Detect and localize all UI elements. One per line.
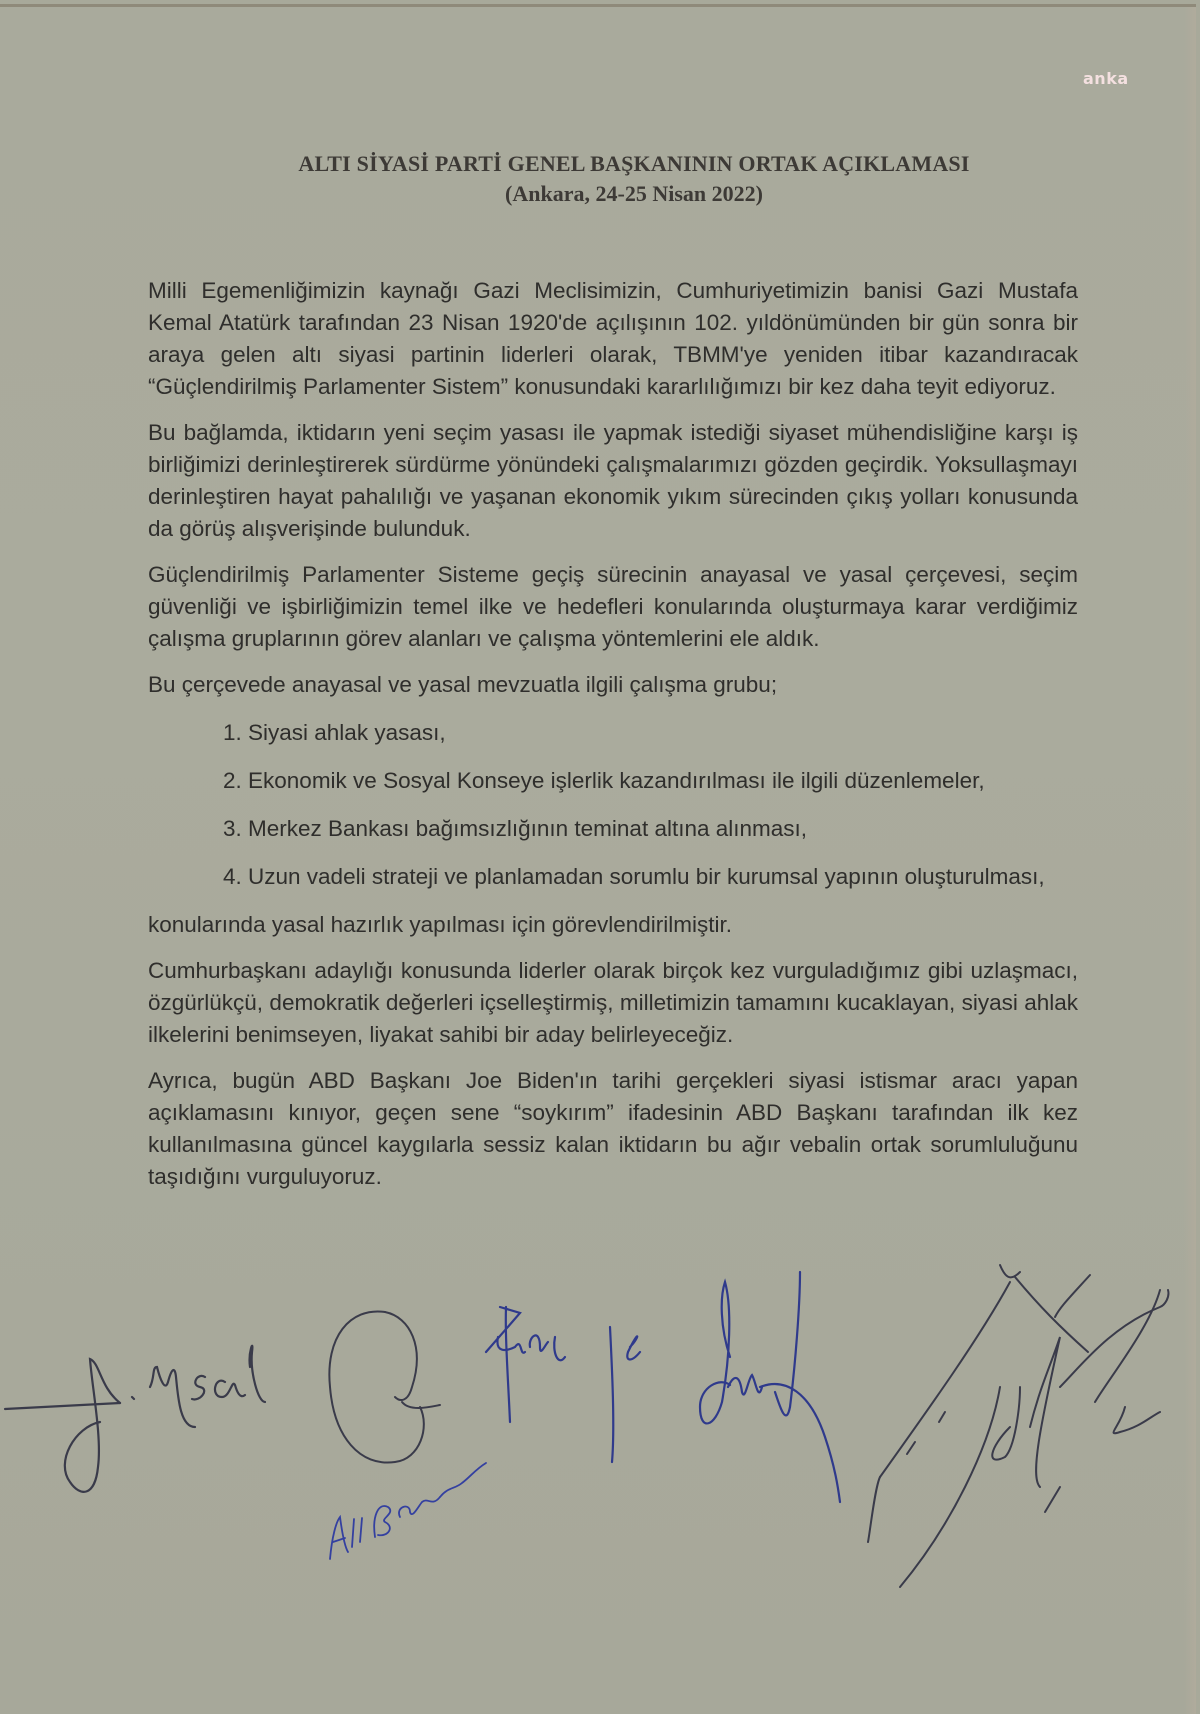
document-title: ALTI SİYASİ PARTİ GENEL BAŞKANININ ORTAK AÇIKLAMASI bbox=[298, 151, 970, 176]
paragraph-4: Bu çerçevede anayasal ve yasal mevzuatla ilgili çalışma grubu; bbox=[148, 672, 778, 697]
signature-3 bbox=[486, 1307, 640, 1462]
paragraph-3: Güçlendirilmiş Parlamenter Sisteme geçiş sürecinin anayasal ve yasal çerçevesi, seçim güvenliği ve işbirliğimizin temel ilke ve hedefleri konularında oluşturmaya karar verdiğimiz çalışma gruplarının görev alanları ve çalışma yöntemlerini ele aldık. bbox=[148, 562, 1078, 651]
signature-babacan-name bbox=[330, 1463, 486, 1559]
signatures-icon bbox=[0, 1247, 1196, 1667]
document-page bbox=[0, 4, 1196, 1714]
paragraph-5: konularında yasal hazırlık yapılması için görevlendirilmiştir. bbox=[148, 912, 732, 937]
document-subtitle: (Ankara, 24-25 Nisan 2022) bbox=[505, 181, 763, 206]
list-item: 2. Ekonomik ve Sosyal Konseye işlerlik kazandırılması ile ilgili düzenlemeler, bbox=[223, 768, 985, 793]
list-item: 3. Merkez Bankası bağımsızlığının teminat altına alınması, bbox=[223, 816, 808, 841]
working-group-list bbox=[148, 717, 1078, 893]
paragraph-2: Bu bağlamda, iktidarın yeni seçim yasası ile yapmak istediği siyaset mühendisliğine karşı iş birliğimizi derinleştirerek sürdürme yönündeki çalışmalarımızı gözden geçirdik. Yoksullaşmayı derinleştiren hayat pahalılığı ve yaşanan ekonomik yıkım sürecinden çıkış yolları konusunda da görüş alışverişinde bulunduk. bbox=[148, 420, 1078, 541]
paragraph-1: Milli Egemenliğimizin kaynağı Gazi Meclisimizin, Cumhuriyetimizin banisi Gazi Mustafa Kemal Atatürk tarafından 23 Nisan 1920'de açılışının 102. yıldönümünden bir gün sonra bir araya gelen altı siyasi partinin liderleri olarak, TBMM'ye yeniden itibar kazandıracak “Güçlendirilmiş Parlamenter Sistem” konusundaki kararlılığımızı bir kez daha teyit ediyoruz. bbox=[148, 278, 1078, 399]
list-item: 1. Siyasi ahlak yasası, bbox=[223, 720, 446, 745]
signature-uysal bbox=[5, 1346, 265, 1492]
signature-5 bbox=[868, 1265, 1168, 1587]
document-header bbox=[0, 149, 1196, 209]
anka-watermark: anka bbox=[1083, 69, 1129, 88]
signatures-area bbox=[0, 1247, 1196, 1667]
list-item: 4. Uzun vadeli strateji ve planlamadan sorumlu bir kurumsal yapının oluşturulması, bbox=[223, 864, 1045, 889]
document-body bbox=[148, 275, 1078, 1207]
paragraph-7: Ayrıca, bugün ABD Başkanı Joe Biden'ın tarihi gerçekleri siyasi istismar aracı yapan açıklamasını kınıyor, geçen sene “soykırım” ifadesinin ABD Başkanı tarafından ilk kez kullanılmasına güncel kaygılarla sessiz kalan iktidarın bu ağır vebalin ortak sorumluluğunu taşıdığını vurguluyoruz. bbox=[148, 1068, 1078, 1189]
signature-babacan bbox=[329, 1311, 440, 1462]
paragraph-6: Cumhurbaşkanı adaylığı konusunda liderler olarak birçok kez vurguladığımız gibi uzlaşmacı, özgürlükçü, demokratik değerleri içselleştirmiş, milletimizin tamamını kucaklayan, siyasi ahlak ilkelerini benimseyen, liyakat sahibi bir aday belirleyeceğiz. bbox=[148, 958, 1078, 1047]
signature-4 bbox=[700, 1272, 840, 1502]
